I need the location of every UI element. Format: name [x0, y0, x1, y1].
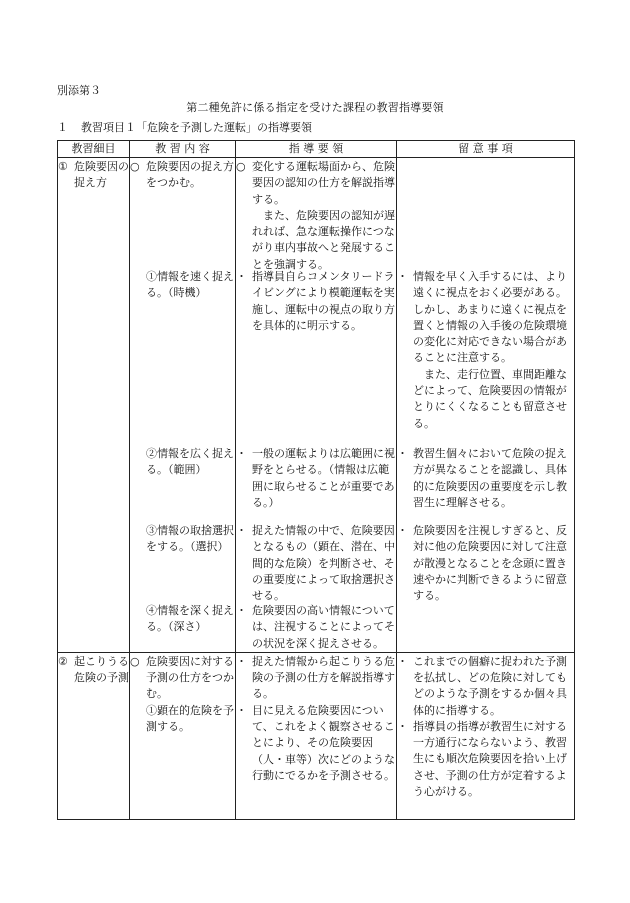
guidance-text: 指導員自らコメンタリードライビングにより模範運転を実施し、運転中の視点の取り方を具体的に明示する。 [252, 270, 395, 332]
guidance-extra: また、危険要因の認知が遅れれば、急な運転操作につながり車内事故へと発展することを強調する。 [252, 208, 395, 271]
item-marker: ① [58, 160, 68, 173]
notes-text: 教習生個々において危険の捉え方が異なることを認識し、具体的に危険要因の重要度を示し教習生に理解させる。 [413, 447, 567, 509]
annex-label: 別添第３ [57, 84, 101, 97]
notes-text: 情報を早く入手するには、より遠くに視点をおく必要がある。しかし、あまりに遠くに視点を置くと情報の入手後の危険環境の変化に対応できない場合があることに注意する。 [413, 270, 567, 365]
guidance-text: 捉えた情報の中で、危険要因となるもの（顕在、潜在、中間的な危険）を判断させ、その重要度によって取捨選択させる。 [252, 524, 395, 603]
content-marker: ○ [130, 160, 140, 173]
header-notes: 留 意 事 項 [397, 141, 575, 158]
guidance-marker: ・ [236, 447, 247, 460]
guidance-text: 一般の運転よりは広範囲に視野をとらせる。（情報は広範囲に取らせることが重要である。） [252, 447, 395, 509]
guidance-text: 変化する運転場面から、危険要因の認知の仕方を解説指導する。 [252, 160, 395, 206]
guidance-cell [236, 652, 397, 819]
content-text: ②情報を広く捉える。（範囲） [146, 447, 234, 477]
item-cell [58, 652, 130, 819]
section-title: 教習項目１「危険を予測した運転」の指導要領 [81, 121, 312, 134]
content-text: ①情報を速く捉える。（時機） [146, 270, 234, 300]
guidance-cell [236, 158, 397, 653]
guidance-marker: ・ [236, 703, 247, 717]
item-cell [58, 158, 130, 653]
notes-extra: また、走行位置、車間距離などによって、危険要因の情報がとりにくくなることも留意させる。 [413, 367, 567, 430]
notes-text: 危険要因を注視しすぎると、反対に他の危険要因に対して注意が散漫となることを念頭に置き速やかに判断できるように留意する。 [413, 524, 567, 603]
item-text: 起こりうる危険の予測 [74, 654, 129, 685]
section-heading [57, 119, 312, 135]
guidance-marker: ・ [236, 654, 247, 668]
guidance-text: 危険要因の高い情報については、注視することによってその状況を深く捉えさせる。 [252, 604, 395, 650]
notes-text: 指導員の指導が教習生に対する一方通行にならないよう、教習生にも順次危険要因を拾い上げさせ、予測の仕方が定着するよう心がける。 [413, 719, 567, 799]
content-text: 危険要因の捉え方をつかむ。 [146, 160, 234, 190]
content-marker: ○ [130, 654, 140, 668]
content-text: ①顕在的危険を予測する。 [146, 703, 234, 734]
table-header-row [58, 141, 575, 158]
notes-cell [397, 158, 575, 653]
guidance-text: 捉えた情報から起こりうる危険の予測の仕方を解説指導する。 [252, 654, 395, 701]
guidance-marker: ・ [236, 270, 247, 283]
notes-cell [397, 652, 575, 819]
guidance-text: 目に見える危険要因について、これをよく観察させることにより、その危険要因（人・車等）次にどのような行動にでるかを予測させる。 [252, 703, 395, 783]
header-guidance: 指 導 要 領 [236, 141, 397, 158]
table-row [58, 652, 575, 819]
content-cell [130, 158, 236, 653]
guidance-table [57, 140, 575, 820]
guidance-marker: ・ [236, 524, 247, 537]
header-content: 教 習 内 容 [130, 141, 236, 158]
guidance-marker: ・ [236, 604, 247, 617]
content-text: ③情報の取捨選択をする。（選択） [146, 524, 234, 554]
guidance-marker: ○ [236, 160, 246, 173]
section-number: １ [57, 121, 68, 134]
item-text: 危険要因の捉え方 [74, 160, 129, 190]
notes-text: これまでの個癖に捉われた予測を払拭し、どの危険に対してもどのような予測をするか個々具体的に指導する。 [413, 654, 567, 717]
notes-marker: ・ [397, 447, 408, 460]
notes-marker: ・ [397, 524, 408, 537]
table-row [58, 158, 575, 653]
item-marker: ② [58, 654, 68, 668]
notes-marker: ・ [397, 654, 408, 668]
document-title: 第二種免許に係る指定を受けた課程の教習指導要領 [186, 101, 444, 114]
notes-marker: ・ [397, 719, 408, 733]
notes-marker: ・ [397, 270, 408, 283]
content-text: ④情報を深く捉える。（深さ） [146, 604, 234, 634]
content-cell [130, 652, 236, 819]
content-text: 危険要因に対する予測の仕方をつかむ。 [146, 654, 234, 701]
header-item: 教習細目 [58, 141, 130, 158]
